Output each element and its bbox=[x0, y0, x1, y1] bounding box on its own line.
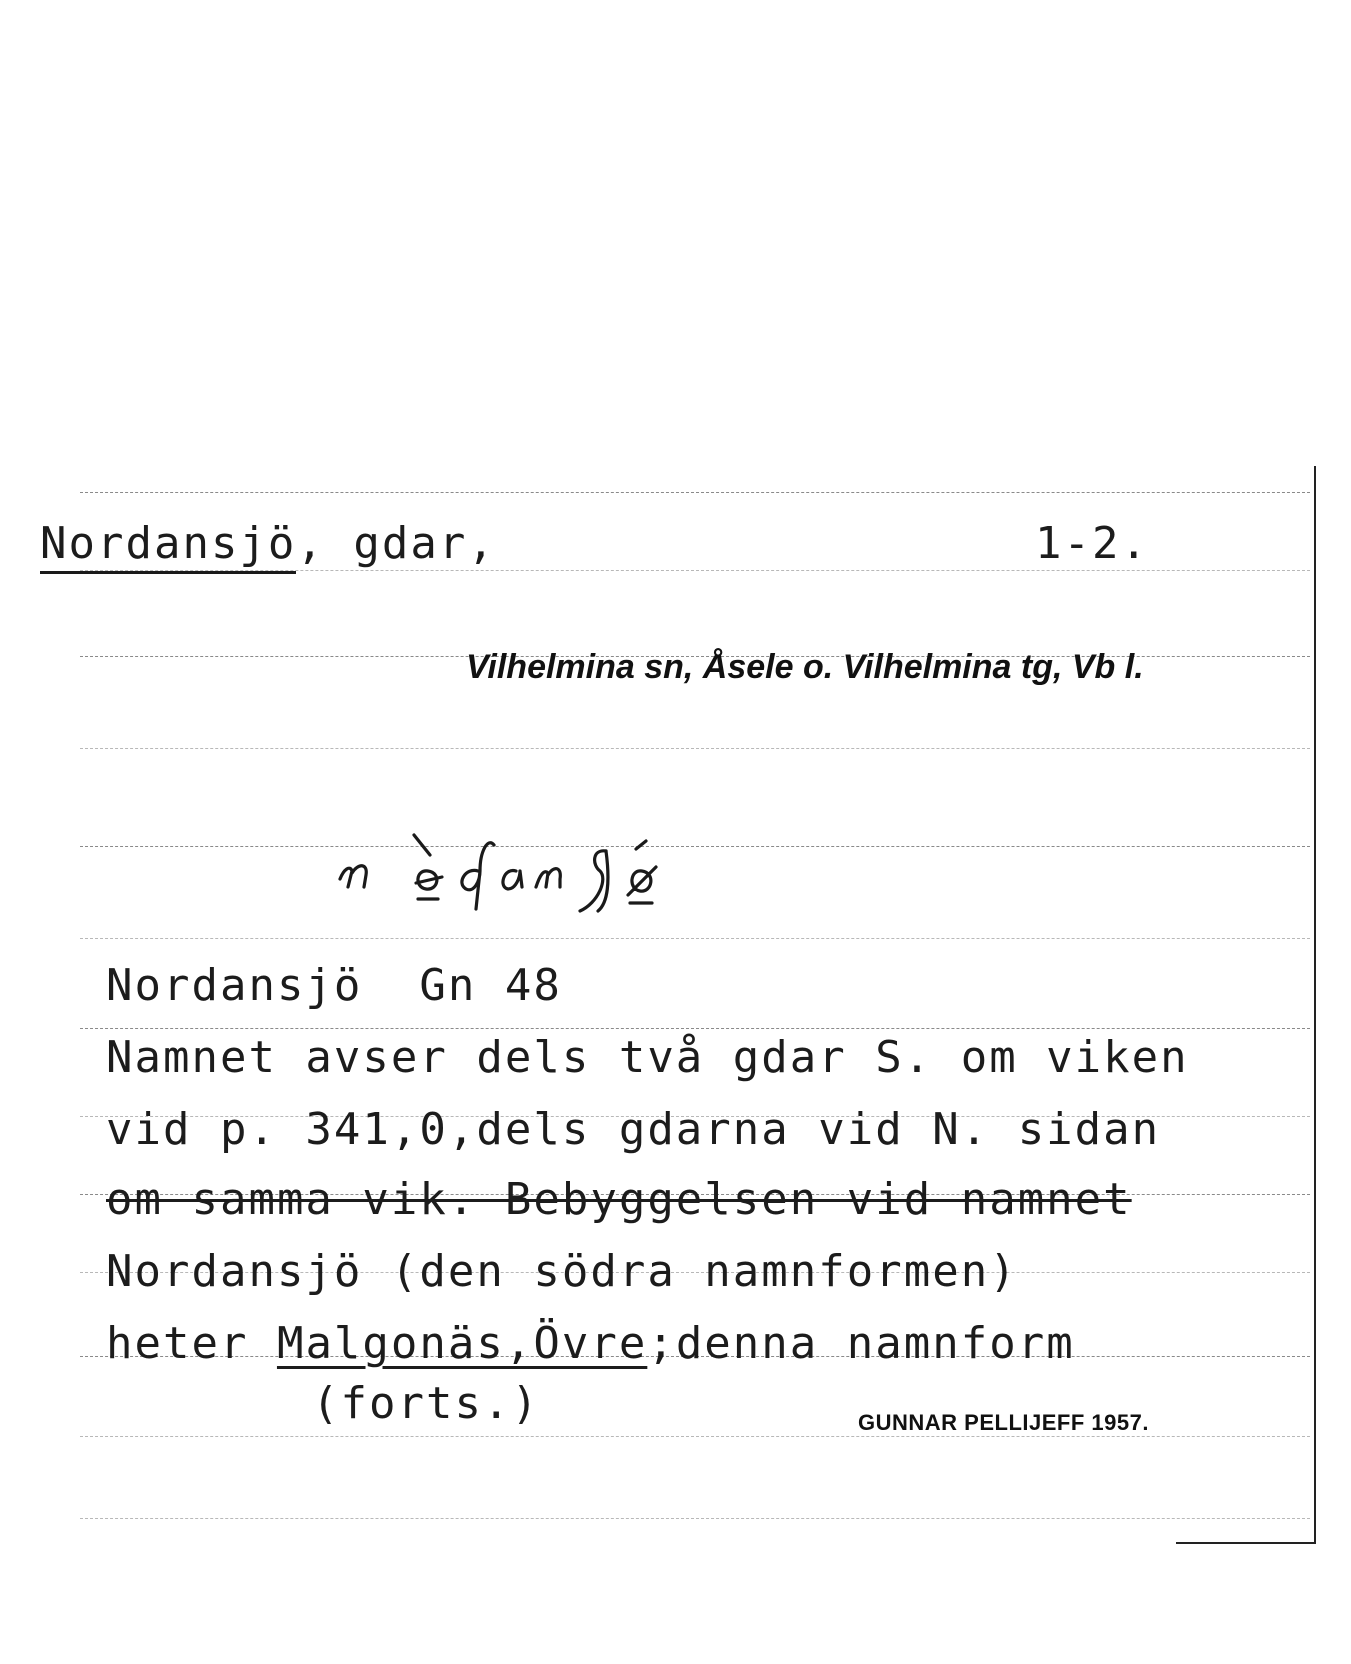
ruled-line bbox=[80, 1028, 1310, 1029]
alternate-name: Malgonäs,Övre bbox=[276, 1318, 648, 1369]
headword: Nordansjö bbox=[40, 518, 296, 574]
ruled-line bbox=[80, 1436, 1310, 1437]
handwritten-pronunciation bbox=[330, 791, 730, 921]
index-card bbox=[0, 466, 1316, 1556]
ruled-line bbox=[80, 1518, 1310, 1519]
body-line-1: Nordansjö Gn 48 bbox=[106, 960, 562, 1011]
ruled-line bbox=[80, 492, 1310, 493]
ruled-line bbox=[80, 748, 1310, 749]
body-line-6-suffix: ;denna namnform bbox=[647, 1318, 1075, 1369]
body-line-3: vid p. 341,0,dels gdarna vid N. sidan bbox=[106, 1104, 1161, 1155]
body-line-5: Nordansjö (den södra namnformen) bbox=[106, 1246, 1018, 1297]
card-edge-right bbox=[1314, 466, 1316, 1544]
body-line-6-prefix: heter bbox=[106, 1318, 277, 1369]
author-stamp: GUNNAR PELLIJEFF 1957. bbox=[858, 1410, 1149, 1435]
body-line-2: Namnet avser dels två gdar S. om viken bbox=[106, 1032, 1189, 1083]
card-number: 1-2. bbox=[1035, 518, 1149, 569]
ruled-line bbox=[80, 938, 1310, 939]
headword-suffix: , gdar, bbox=[296, 518, 496, 569]
location-line: Vilhelmina sn, Åsele o. Vilhelmina tg, Vb l. bbox=[466, 648, 1144, 686]
body-line-6 bbox=[106, 1318, 1075, 1369]
headword-line bbox=[40, 518, 496, 569]
card-edge-bottom bbox=[1176, 1542, 1316, 1544]
continued-note: (forts.) bbox=[312, 1378, 540, 1429]
body-line-4-struck: om samma vik. Bebyggelsen vid namnet bbox=[106, 1174, 1132, 1225]
